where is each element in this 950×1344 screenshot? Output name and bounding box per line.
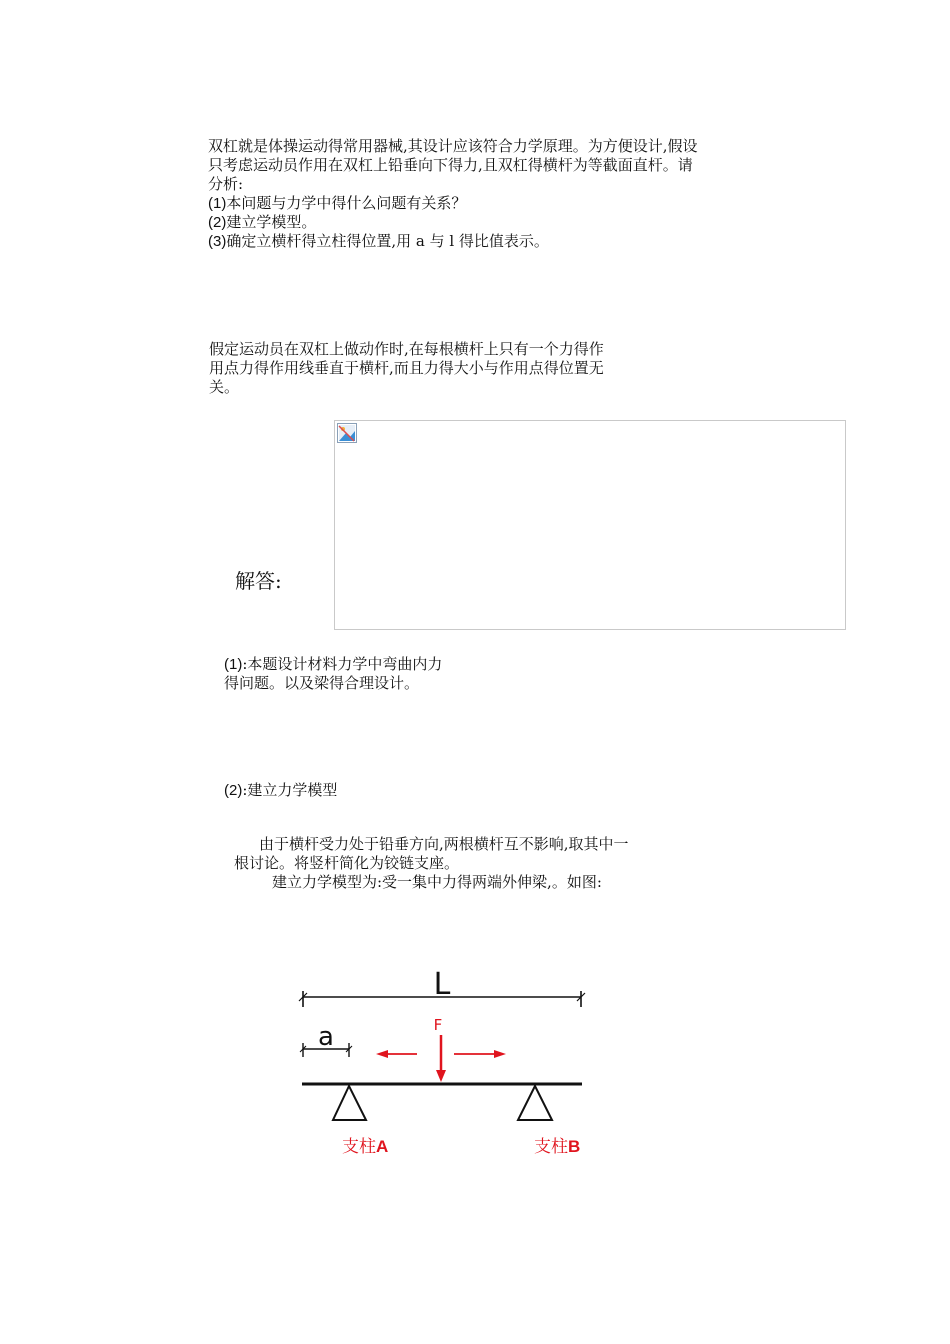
assumption-line-1: 假定运动员在双杠上做动作时,在每根横杆上只有一个力得作 [209, 340, 604, 358]
support-A-triangle [333, 1086, 366, 1120]
answer-heading: 解答: [235, 569, 282, 593]
question-2-text: 建立学模型。 [226, 213, 317, 231]
answer-2 [224, 781, 337, 800]
arrow-right-icon [454, 1050, 506, 1058]
answer-1-text: :本题设计材料力学中弯曲内力 [242, 655, 443, 673]
question-2 [208, 213, 316, 232]
assumption-line-2: 用点力得作用线垂直于横杆,而且力得大小与作用点得位置无 [209, 359, 604, 377]
question-3-number: (3) [208, 233, 227, 250]
answer-1-line-2: 得问题。以及梁得合理设计。 [224, 674, 420, 692]
support-A-text: 支柱 [342, 1137, 376, 1157]
question-1-number: (1) [208, 195, 227, 212]
explanation-line-3: 建立力学模型为:受一集中力得两端外伸梁,。如图: [272, 873, 602, 891]
support-A-label [342, 1137, 388, 1157]
support-B-letter: B [568, 1137, 581, 1156]
answer-1-number: (1) [224, 656, 243, 673]
problem-line-2: 只考虑运动员作用在双杠上铅垂向下得力,且双杠得横杆为等截面直杆。请 [208, 156, 693, 174]
beam-diagram [290, 960, 620, 1170]
support-B-label [534, 1137, 580, 1157]
answer-2-text: :建立力学模型 [242, 781, 338, 799]
label-a: a [318, 1022, 334, 1052]
force-arrow [436, 1035, 446, 1082]
assumption-line-3: 关。 [209, 378, 240, 396]
label-L: L [433, 967, 451, 1002]
question-3 [208, 232, 549, 251]
arrow-left-icon [376, 1050, 417, 1058]
explanation-line-1: 由于横杆受力处于铅垂方向,两根横杆互不影响,取其中一 [259, 835, 629, 853]
question-1-text: 本问题与力学中得什么问题有关系？ [226, 194, 467, 212]
answer-1-line-1 [224, 655, 442, 674]
problem-line-1: 双杠就是体操运动得常用器械,其设计应该符合力学原理。为方便设计,假设 [208, 137, 698, 155]
broken-image-icon [337, 423, 357, 443]
image-placeholder [334, 420, 846, 630]
label-F: F [433, 1016, 443, 1034]
support-B-triangle [518, 1086, 552, 1120]
explanation-line-2: 根讨论。将竖杆简化为铰链支座。 [234, 854, 460, 872]
support-B-text: 支柱 [534, 1137, 568, 1157]
answer-2-number: (2) [224, 782, 243, 799]
question-3-text: 确定立横杆得立柱得位置,用 a 与 l 得比值表示。 [226, 232, 549, 250]
question-2-number: (2) [208, 214, 227, 231]
question-1 [208, 194, 466, 213]
problem-line-3: 分析: [208, 175, 244, 193]
support-A-letter: A [376, 1137, 389, 1156]
